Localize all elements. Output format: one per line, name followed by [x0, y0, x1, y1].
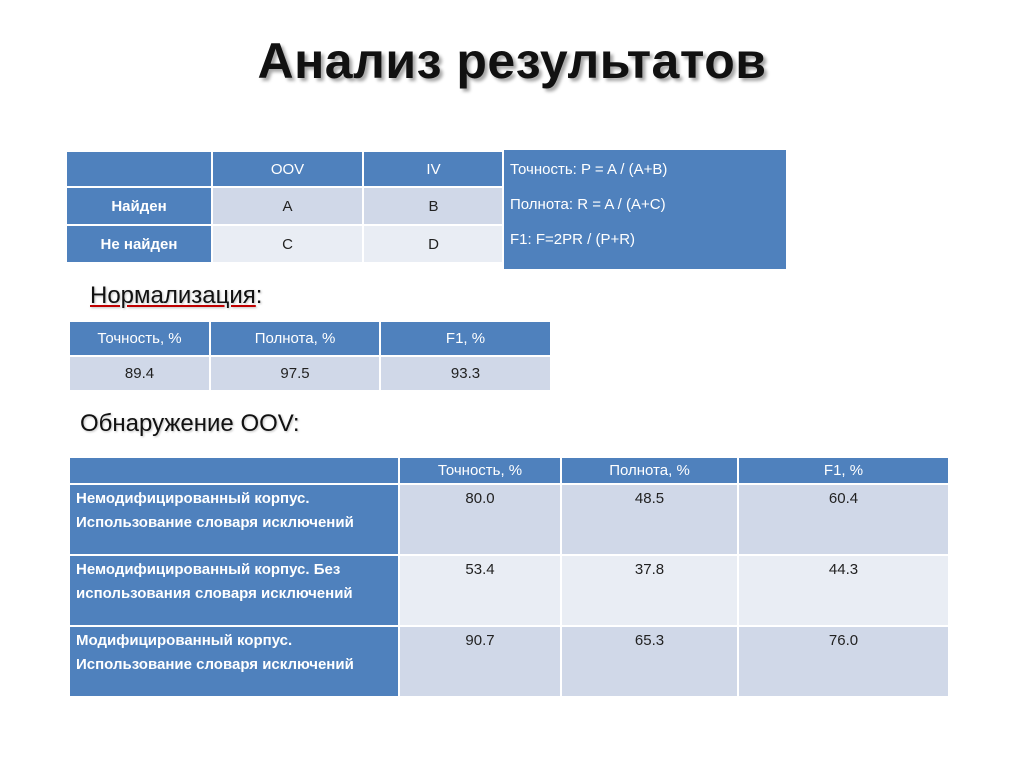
table-cell: 48.5	[561, 484, 738, 555]
row-label: Немодифицированный корпус. Без использования словаря исключений	[69, 555, 399, 626]
table-row	[66, 187, 504, 225]
table-cell: A	[212, 187, 363, 225]
table-cell: D	[363, 225, 504, 263]
table-cell: 80.0	[399, 484, 561, 555]
table-cell: 90.7	[399, 626, 561, 697]
formula-box	[502, 150, 786, 269]
formula-precision: Точность: P = A / (A+B)	[510, 161, 668, 178]
table-cell: 89.4	[69, 356, 210, 391]
table-header-cell: Точность, %	[399, 457, 561, 484]
table-header-cell: OOV	[212, 151, 363, 187]
table-row	[69, 555, 949, 626]
section-normalization-label: Нормализация	[90, 282, 256, 309]
confusion-table	[65, 150, 505, 264]
section-oov-detection: Обнаружение OOV:	[80, 410, 300, 437]
table-cell: 65.3	[561, 626, 738, 697]
row-label: Найден	[66, 187, 212, 225]
table-row	[69, 484, 949, 555]
oov-detection-table	[68, 456, 950, 698]
table-cell: 53.4	[399, 555, 561, 626]
table-header-cell: Полнота, %	[561, 457, 738, 484]
table-header-cell: Полнота, %	[210, 321, 380, 356]
table-cell: C	[212, 225, 363, 263]
row-label: Модифицированный корпус. Использование словаря исключений	[69, 626, 399, 697]
table-header-cell: F1, %	[380, 321, 551, 356]
table-cell: 97.5	[210, 356, 380, 391]
section-normalization	[90, 282, 262, 310]
table-row	[69, 626, 949, 697]
formula-recall: Полнота: R = A / (A+C)	[510, 196, 666, 213]
table-cell: 60.4	[738, 484, 949, 555]
row-label: Немодифицированный корпус. Использование словаря исключений	[69, 484, 399, 555]
row-label: Не найден	[66, 225, 212, 263]
table-header-cell: IV	[363, 151, 504, 187]
table-cell: 44.3	[738, 555, 949, 626]
table-header-cell: Точность, %	[69, 321, 210, 356]
table-header-cell	[66, 151, 212, 187]
page-title: Анализ результатов	[257, 33, 767, 89]
formula-f1: F1: F=2PR / (P+R)	[510, 231, 636, 248]
table-cell: 37.8	[561, 555, 738, 626]
table-cell: 93.3	[380, 356, 551, 391]
table-cell: B	[363, 187, 504, 225]
table-cell: 76.0	[738, 626, 949, 697]
section-normalization-colon: :	[255, 282, 263, 309]
normalization-table	[68, 320, 552, 392]
table-header-cell	[69, 457, 399, 484]
table-row	[66, 225, 504, 263]
table-row	[69, 356, 551, 391]
table-header-cell: F1, %	[738, 457, 949, 484]
